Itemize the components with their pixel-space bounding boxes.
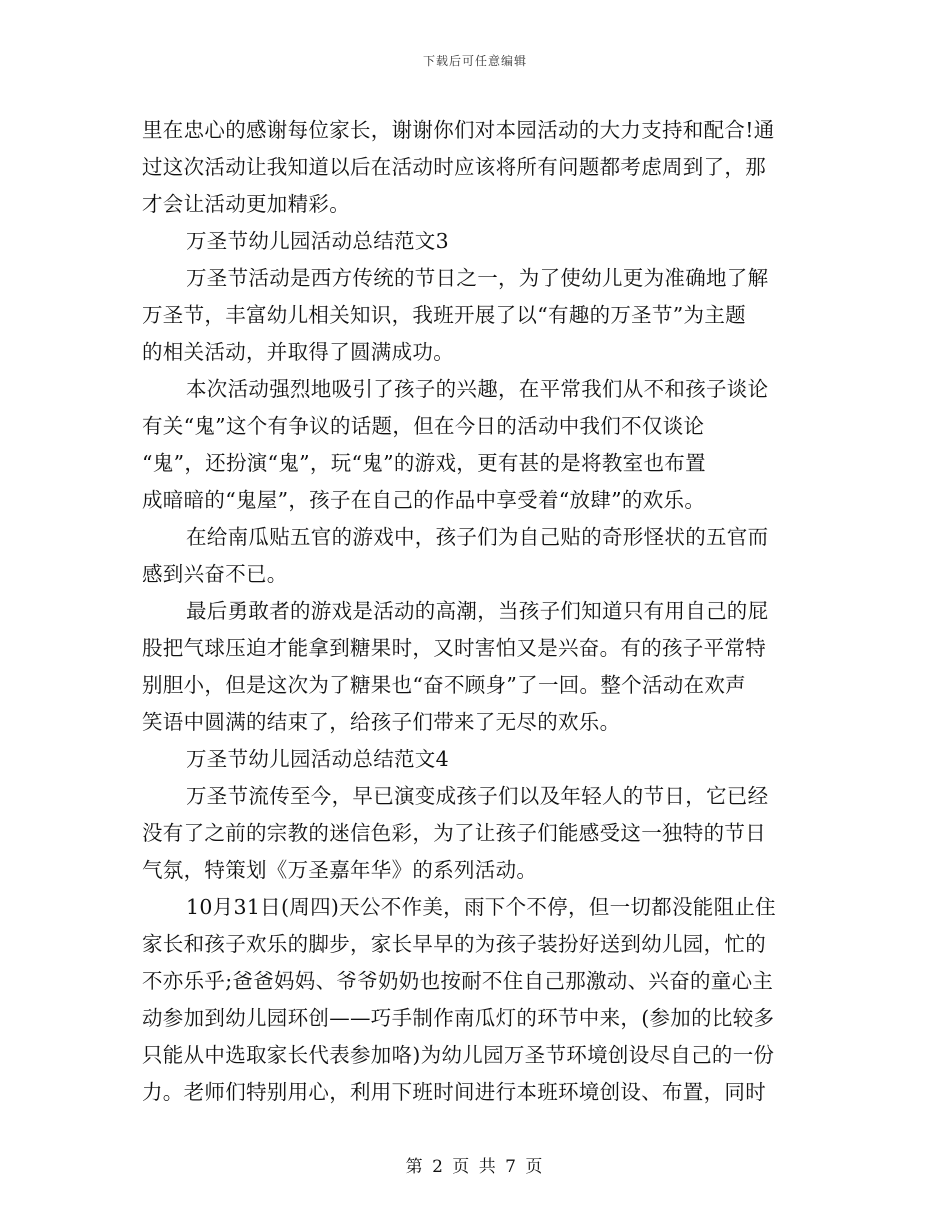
text-line: 才会让活动更加精彩。 <box>142 192 350 216</box>
text-line: 没有了之前的宗教的迷信色彩，为了让孩子们能感受这一独特的节日 <box>142 821 766 845</box>
text-line: 成暗暗的“鬼屋”，孩子在自己的作品中享受着“放肆”的欢乐。 <box>142 488 706 512</box>
text-line: 动参加到幼儿园环创——巧手制作南瓜灯的环节中来，(参加的比较多 <box>142 1006 775 1030</box>
text-line: 感到兴奋不已。 <box>142 562 288 586</box>
text-line: 气氛，特策划《万圣嘉年华》的系列活动。 <box>142 858 538 882</box>
text-line: 的相关活动，并取得了圆满成功。 <box>142 340 454 364</box>
text-line: 万圣节，丰富幼儿相关知识，我班开展了以“有趣的万圣节”为主题 <box>142 303 746 327</box>
text-line: 万圣节幼儿园活动总结范文4 <box>186 747 449 771</box>
text-line: 不亦乐乎;爸爸妈妈、爷爷奶奶也按耐不住自己那激动、兴奋的童心主 <box>142 969 774 993</box>
text-line: 10月31日(周四)天公不作美，雨下个不停，但一切都没能阻止住 <box>186 895 776 919</box>
text-line: 笑语中圆满的结束了，给孩子们带来了无尽的欢乐。 <box>142 710 621 734</box>
page-number: 第 2 页 共 7 页 <box>405 1157 545 1177</box>
text-line: 最后勇敢者的游戏是活动的高潮，当孩子们知道只有用自己的屁 <box>186 599 769 623</box>
text-line: 里在忠心的感谢每位家长，谢谢你们对本园活动的大力支持和配合!通 <box>142 118 775 142</box>
text-line: 在给南瓜贴五官的游戏中，孩子们为自己贴的奇形怪状的五官而 <box>186 525 769 549</box>
text-line: 本次活动强烈地吸引了孩子的兴趣，在平常我们从不和孩子谈论 <box>186 377 769 401</box>
text-line: 过这次活动让我知道以后在活动时应该将所有问题都考虑周到了，那 <box>142 155 766 179</box>
text-line: 万圣节流传至今，早已演变成孩子们以及年轻人的节日，它已经 <box>186 784 769 808</box>
text-line: 万圣节幼儿园活动总结范文3 <box>186 229 449 253</box>
text-line: 股把气球压迫才能拿到糖果时，又时害怕又是兴奋。有的孩子平常特 <box>142 636 766 660</box>
text-line: 别胆小，但是这次为了糖果也“奋不顾身”了一回。整个活动在欢声 <box>142 673 746 697</box>
page-header: 下载后可任意编辑 <box>422 54 527 68</box>
text-line: 力。老师们特别用心，利用下班时间进行本班环境创设、布置，同时 <box>142 1080 766 1104</box>
text-line: 只能从中选取家长代表参加咯)为幼儿园万圣节环境创设尽自己的一份 <box>142 1043 775 1067</box>
text-line: 有关“鬼”这个有争议的话题，但在今日的活动中我们不仅谈论 <box>142 414 705 438</box>
text-line: 家长和孩子欢乐的脚步，家长早早的为孩子装扮好送到幼儿园，忙的 <box>142 932 766 956</box>
text-line: “鬼”，还扮演“鬼”，玩“鬼”的游戏，更有甚的是将教室也布置 <box>142 451 706 475</box>
document-body <box>142 112 812 1111</box>
text-line: 万圣节活动是西方传统的节日之一，为了使幼儿更为准确地了解 <box>186 266 769 290</box>
